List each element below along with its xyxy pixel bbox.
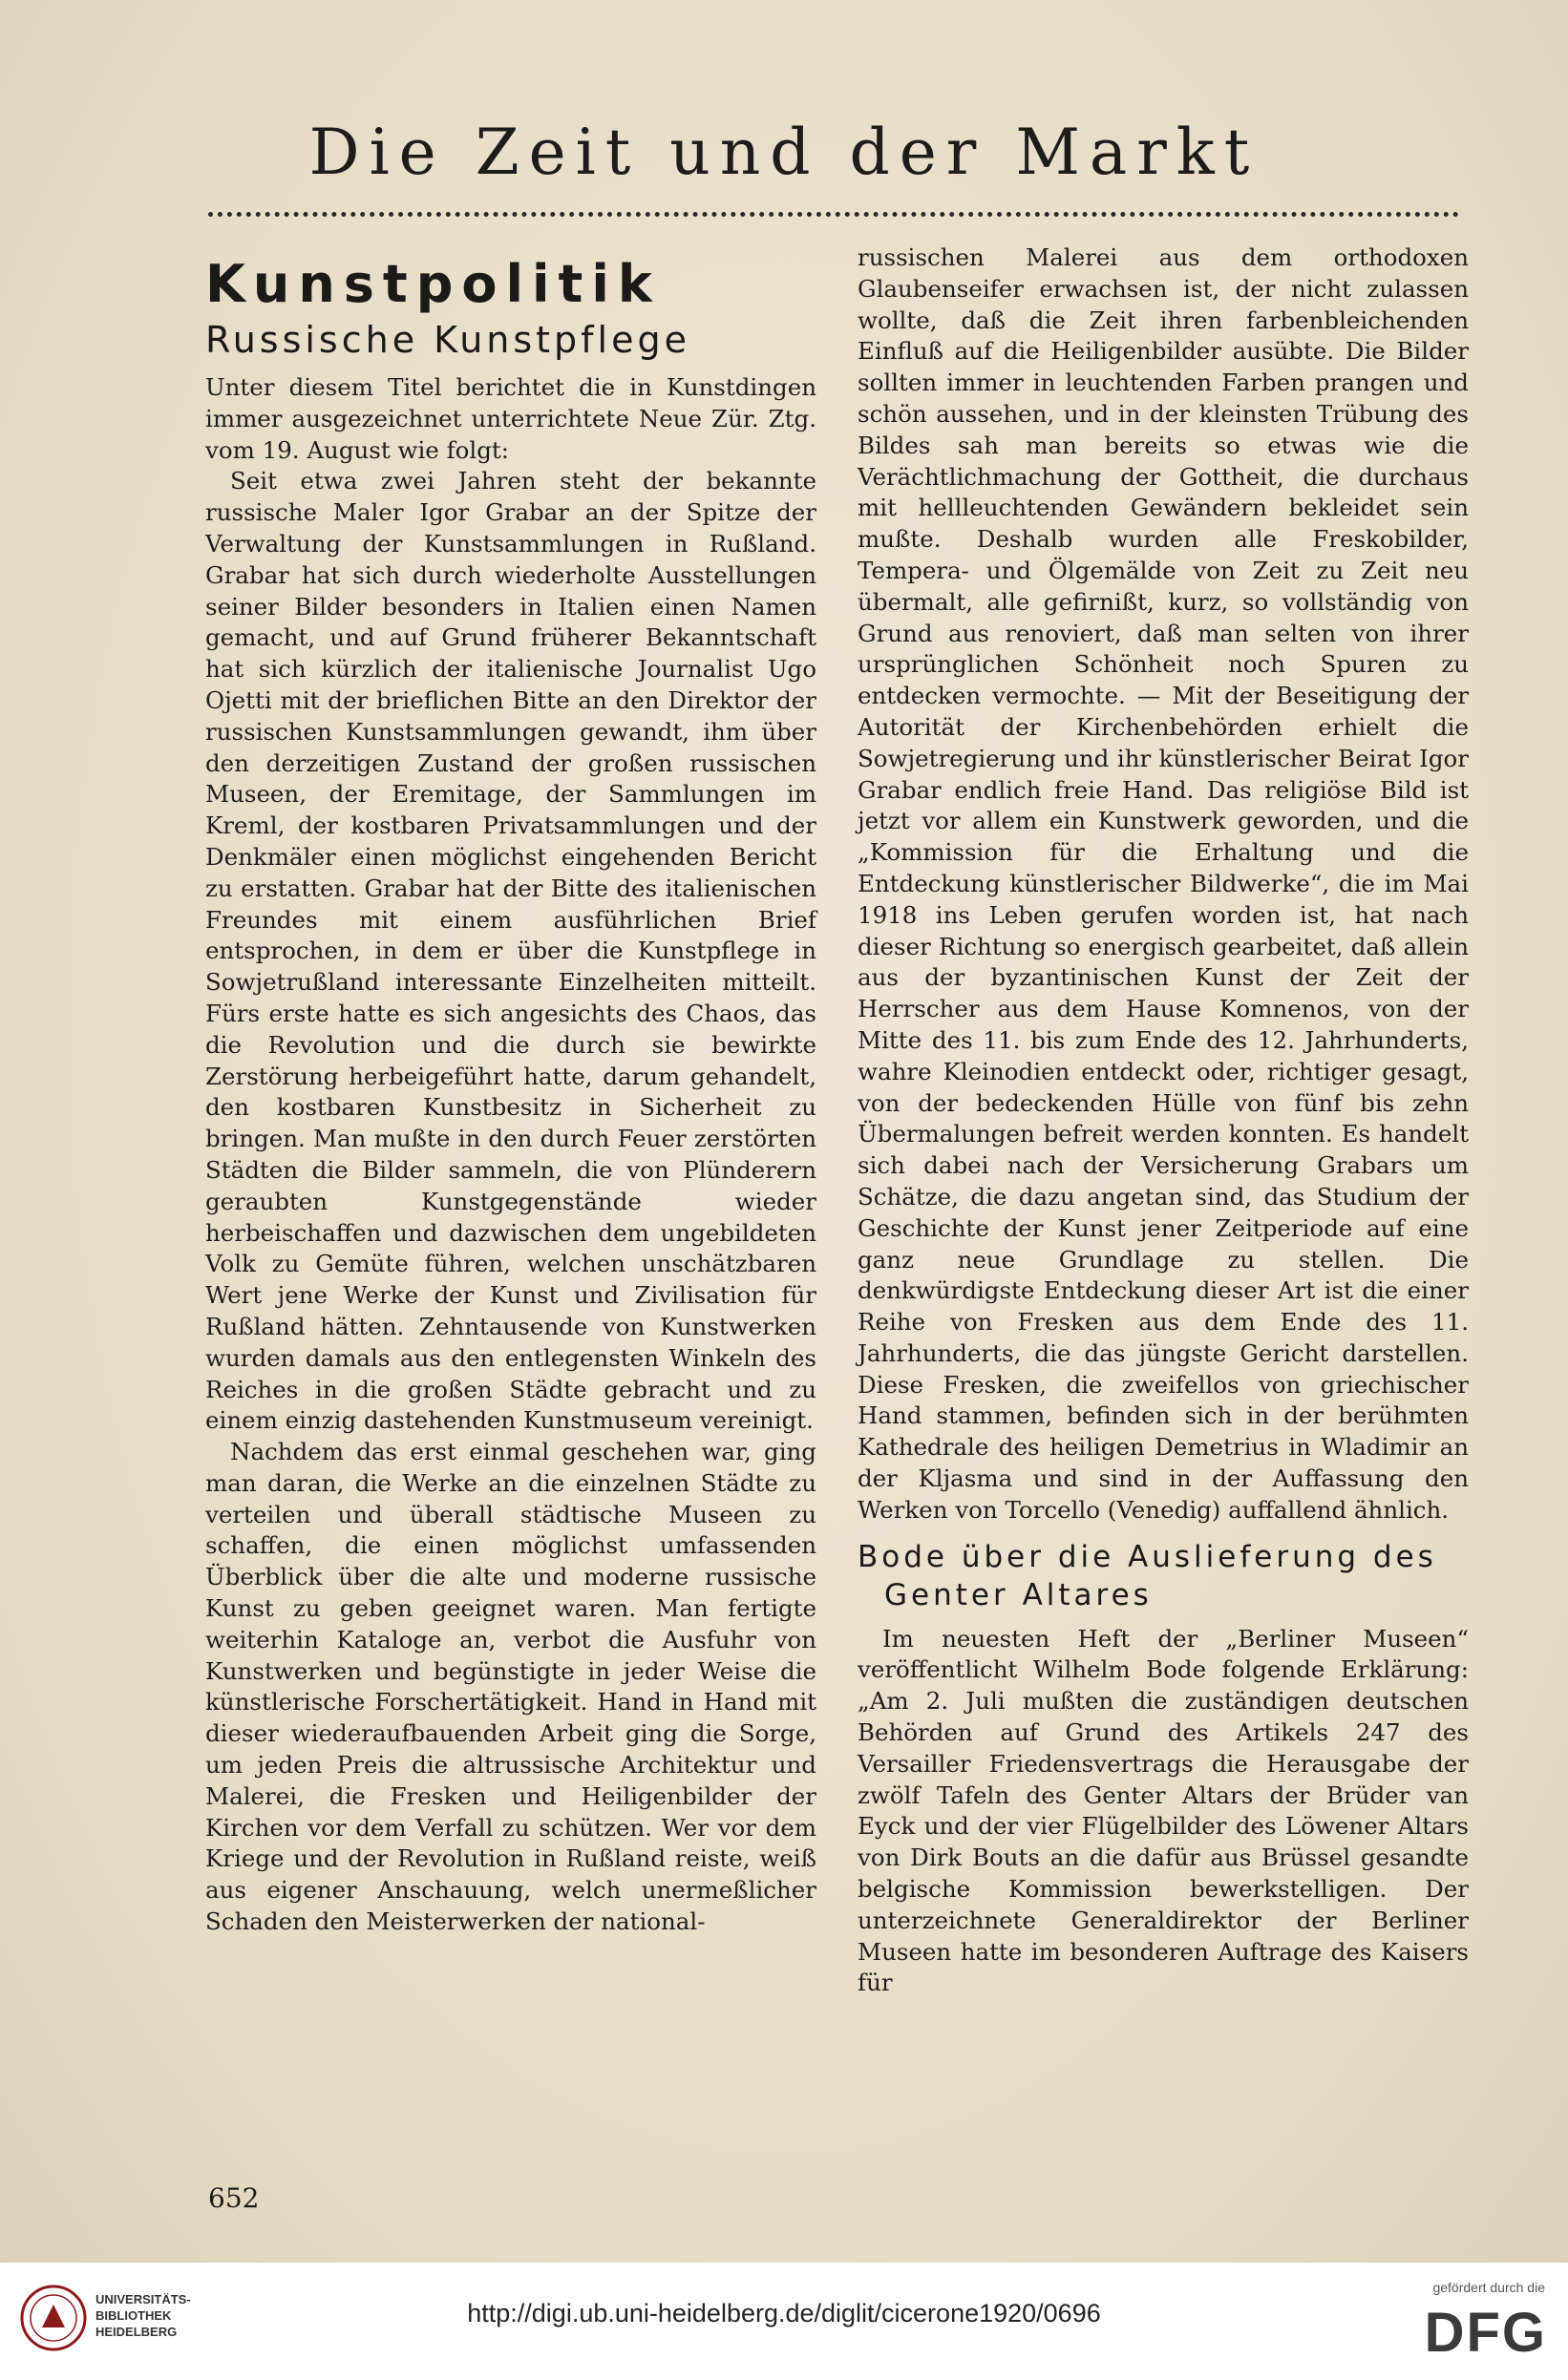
article-paragraph: Unter diesem Titel berichtet die in Kunstdingen immer ausgezeichnet unterrichtete Neue Zür. Ztg. vom 19. August wie folgt: — [205, 373, 816, 464]
header-dotted-rule — [208, 212, 1459, 217]
left-column — [205, 250, 816, 1938]
library-name-line: UNIVERSITÄTS- — [95, 2292, 191, 2306]
article-paragraph: Im neuesten Heft der „Berliner Museen“ veröffentlicht Wilhelm Bode folgende Erklärung: „Am 2. Juli mußten die zuständigen deutschen Behörden auf Grund des Artikels 247 des Versailler Friedensvertrags die Herausgabe der zwölf Tafeln des Genter Altars der Brüder van Eyck und der vier Flügelbilder des Löwener Altars von Dirk Bouts an die dafür aus Brüssel gesandte belgische Kommission bewerkstelligen. Der unterzeichnete Generaldirektor der Berliner Museen hatte im besonderen Auftrage des Kaisers für — [858, 1624, 1469, 1997]
subheading-line: Genter Altares — [884, 1577, 1153, 1612]
subheading-line: Bode über die Auslieferung des — [858, 1539, 1437, 1574]
article-paragraph: Seit etwa zwei Jahren steht der bekannte russische Maler Igor Grabar an der Spitze der Verwaltung der Kunstsammlungen in Rußland. Grabar hat sich durch wiederholte Ausstellungen seiner Bilder besonders in Italien einen Namen gemacht, und auf Grund früherer Bekanntschaft hat sich kürzlich der italienische Journalist Ugo Ojetti mit der brieflichen Bitte an den Direktor der russischen Kunstsammlungen gewandt, ihm über den derzeitigen Zustand der großen russischen Museen, der Eremitage, der Sammlungen im Kreml, der kostbaren Privatsammlungen und der Denkmäler einen möglichst eingehenden Bericht zu erstatten. Grabar hat der Bitte des italienischen Freundes mit einem ausführlichen Brief entsprochen, in dem er über die Kunstpflege in Sowjetrußland interessante Einzelheiten mitteilt. Fürs erste hatte es sich angesichts des Chaos, das die Revolution und die durch sie bewirkte Zerstörung herbeigeführt hatte, darum gehandelt, den kostbaren Kunstbesitz in Sicherheit zu bringen. Man mußte in den durch Feuer zerstörten Städten die Bilder sammeln, die von Plünderern geraubten Kunstgegenstände wieder herbeischaffen und dazwischen dem ungebildeten Volk zu Gemüte führen, welchen unschätzbaren Wert jene Werke der Kunst und Zivilisation für Rußland hätten. Zehntausende von Kunstwerken wurden damals aus den entlegensten Winkeln des Reiches in die großen Städte gebracht und zu einem einzig dastehenden Kunstmuseum vereinigt. — [205, 467, 816, 1435]
funded-by-label: gefördert durch die — [1432, 2280, 1545, 2295]
dfg-logo: DFG — [1424, 2302, 1547, 2364]
page-number: 652 — [208, 2182, 260, 2214]
permalink-url[interactable]: http://digi.ub.uni-heidelberg.de/diglit/cicerone1920/0696 — [467, 2299, 1101, 2327]
article-subheading: Russische Kunstpflege — [205, 319, 690, 361]
section-heading: Kunstpolitik — [205, 254, 661, 314]
library-name-line: BIBLIOTHEK — [95, 2308, 172, 2323]
right-column — [858, 242, 1469, 1999]
library-name-line: HEIDELBERG — [95, 2325, 178, 2339]
page-header-title: Die Zeit und der Markt — [308, 116, 1260, 189]
article-paragraph: Nachdem das erst einmal geschehen war, ging man daran, die Werke an die einzelnen Städte zu verteilen und überall städtische Museen zu schaffen, die einen möglichst umfassenden Überblick über die alte und moderne russische Kunst zu geben geeignet waren. Man fertigte weiterhin Kataloge an, verbot die Ausfuhr von Kunstwerken und begünstigte in jeder Weise die künstlerische Forschertätigkeit. Hand in Hand mit dieser wiederaufbauenden Arbeit ging die Sorge, um jeden Preis die altrussische Architektur und Malerei, die Fresken und Heiligenbilder der Kirchen vor dem Verfall zu schützen. Wer vor dem Kriege und der Revolution in Rußland reiste, weiß aus eigener Anschauung, welch unermeßlicher Schaden den Meisterwerken der national- — [205, 1438, 816, 1936]
footer-bar — [0, 2263, 1568, 2380]
article-subheading-bode — [858, 1538, 1469, 1614]
article-paragraph: russischen Malerei aus dem orthodoxen Glaubenseifer erwachsen ist, der nicht zulassen wollte, daß die Zeit ihren farbenbleichenden Einfluß auf die Heiligenbilder ausübte. Die Bilder sollten immer in leuchtenden Farben prangen und schön aussehen, und in der kleinsten Trübung des Bildes sah man bereits so etwas wie die Verächtlichmachung der Gottheit, die durchaus mit hellleuchtenden Gewändern bekleidet sein mußte. Deshalb wurden alle Freskobilder, Tempera- und Ölgemälde von Zeit zu Zeit neu übermalt, alle gefirnißt, kurz, so vollständig von Grund aus renoviert, daß man selten von ihrer ursprünglichen Schönheit noch Spuren zu entdecken vermochte. — Mit der Beseitigung der Autorität der Kirchenbehörden erhielt die Sowjetregierung und ihr künstlerischer Beirat Igor Grabar endlich freie Hand. Das religiöse Bild ist jetzt vor allem ein Kunstwerk geworden, und die „Kommission für die Erhaltung und die Entdeckung künstlerischer Bildwerke“, die im Mai 1918 ins Leben gerufen worden ist, hat nach dieser Richtung so energisch gearbeitet, daß allein aus der byzantinischen Kunst der Zeit der Herrscher aus dem Hause Komnenos, von der Mitte des 11. bis zum Ende des 12. Jahrhunderts, wahre Kleinodien entdeckt oder, richtiger gesagt, von der bedeckenden Hülle von fünf bis zehn Übermalungen befreit werden konnten. Es handelt sich dabei nach der Versicherung Grabars um Schätze, die dazu angetan sind, das Studium der Geschichte der Kunst jener Zeitperiode auf eine ganz neue Grundlage zu stellen. Die denkwürdigste Entdeckung dieser Art ist die einer Reihe von Fresken aus dem Ende des 11. Jahrhunderts, die das jüngste Gericht darstellen. Diese Fresken, die zweifellos von griechischer Hand stammen, befinden sich in der berühmten Kathedrale des heiligen Demetrius in Wladimir an der Kljasma und sind in der Auffassung den Werken von Torcello (Venedig) auffallend ähnlich. — [858, 243, 1469, 1524]
